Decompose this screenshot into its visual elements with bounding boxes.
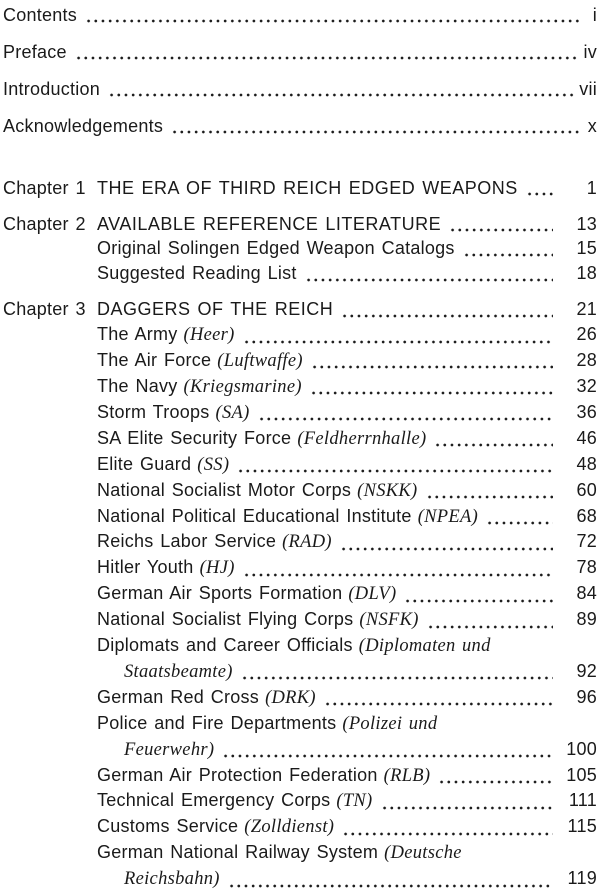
toc-section-continuation-row <box>3 659 597 685</box>
section-title-german: (Zolldienst) <box>244 817 335 838</box>
page-number: 115 <box>567 816 597 837</box>
dot-leader <box>242 322 553 348</box>
chapter-title: THE ERA OF THIRD REICH EDGED WEAPONS <box>97 177 518 198</box>
section-title-german: (SA) <box>215 402 250 423</box>
page-number: 72 <box>576 531 597 552</box>
toc-section-row <box>3 322 597 348</box>
section-title: National Socialist Motor Corps <box>97 479 352 500</box>
section-title-german-continuation: Staatsbeamte) <box>124 661 233 682</box>
chapter-title: DAGGERS OF THE REICH <box>97 299 334 320</box>
page-number: 100 <box>566 738 597 759</box>
toc-section-row <box>3 529 597 555</box>
toc-section-row <box>3 763 597 789</box>
dot-leader <box>485 504 553 530</box>
section-title: Elite Guard <box>97 453 192 474</box>
page-number: vii <box>579 78 597 99</box>
toc-section-row <box>3 426 597 452</box>
dot-leader <box>425 478 554 504</box>
dot-leader <box>339 529 553 555</box>
dot-leader <box>403 581 553 607</box>
dot-leader <box>525 176 553 201</box>
page-number: 26 <box>576 324 597 345</box>
toc-section-row <box>3 236 597 261</box>
dot-leader <box>107 77 577 102</box>
section-title-german: (NPEA) <box>417 506 479 527</box>
section-title-german: (NSKK) <box>357 480 418 501</box>
toc-section-row <box>3 607 597 633</box>
dot-leader <box>323 685 553 711</box>
page-number: x <box>587 115 597 136</box>
section-title: Original Solingen Edged Weapon Catalogs <box>97 238 455 259</box>
dot-leader <box>309 374 553 400</box>
toc-entry <box>3 3 597 28</box>
toc-section-row <box>3 814 597 840</box>
page-number: 15 <box>576 238 597 259</box>
dot-leader <box>448 212 553 237</box>
toc-section-row <box>3 348 597 374</box>
page-number: 68 <box>576 505 597 526</box>
chapter-block <box>3 297 597 892</box>
chapter-label: Chapter 2 <box>3 213 86 234</box>
section-title: German Air Protection Federation <box>97 764 378 785</box>
dot-leader <box>170 114 579 139</box>
section-title-german: (NSFK) <box>359 610 419 631</box>
toc-entry <box>3 77 597 102</box>
toc-section-row <box>3 840 597 866</box>
toc-section-row <box>3 374 597 400</box>
page-number: 18 <box>576 263 597 284</box>
toc-section-row <box>3 788 597 814</box>
section-title-german: (HJ) <box>199 558 235 579</box>
chapter-block <box>3 212 597 287</box>
dot-leader <box>341 814 553 840</box>
page-number: i <box>592 5 597 25</box>
section-title: SA Elite Security Force <box>97 427 292 448</box>
section-title-german: (Luftwaffe) <box>217 351 303 372</box>
dot-leader <box>227 866 553 892</box>
section-title-german: (Polizei und <box>342 713 438 734</box>
section-title-german: (Diplomaten und <box>358 636 491 657</box>
page-number: 111 <box>568 790 597 811</box>
toc-section-row <box>3 711 597 737</box>
section-title-german: (Feldherrnhalle) <box>297 428 427 449</box>
toc-section-row <box>3 452 597 478</box>
dot-leader <box>304 261 553 286</box>
section-title: Technical Emergency Corps <box>97 790 331 811</box>
dot-leader <box>310 348 553 374</box>
toc-section-row <box>3 633 597 659</box>
toc-entry-title: Introduction <box>3 78 101 99</box>
toc-chapter-row <box>3 176 597 201</box>
toc-section-row <box>3 478 597 504</box>
dot-leader <box>462 236 553 261</box>
section-title: The Navy <box>97 375 178 396</box>
toc-section-row <box>3 555 597 581</box>
dot-leader <box>340 297 553 322</box>
section-title-german: (SS) <box>197 454 230 475</box>
section-title: Storm Troops <box>97 401 210 422</box>
dot-leader <box>242 555 553 581</box>
front-matter-list <box>3 3 597 139</box>
toc-entry-title: Acknowledgements <box>3 115 164 136</box>
section-title: Suggested Reading List <box>97 263 297 284</box>
page-number: 21 <box>576 299 597 320</box>
page-number: 78 <box>576 557 597 578</box>
toc-entry <box>3 114 597 139</box>
section-title: German Red Cross <box>97 686 260 707</box>
toc-section-row <box>3 261 597 286</box>
chapter-title: AVAILABLE REFERENCE LITERATURE <box>97 213 442 234</box>
dot-leader <box>433 426 553 452</box>
section-title-german: (Deutsche <box>384 843 462 864</box>
dot-leader <box>437 763 553 789</box>
section-title: Customs Service <box>97 816 239 837</box>
section-title: National Political Educational Institute <box>97 505 412 526</box>
toc-section-continuation-row <box>3 737 597 763</box>
toc-section-row <box>3 581 597 607</box>
section-title: German Air Sports Formation <box>97 583 343 604</box>
page-number: 119 <box>567 868 597 889</box>
toc-entry-title: Preface <box>3 41 67 62</box>
page-number: 96 <box>576 686 597 707</box>
toc-section-row <box>3 504 597 530</box>
toc-section-row <box>3 400 597 426</box>
section-title: Diplomats and Career Officials <box>97 635 353 656</box>
toc-chapter-row <box>3 297 597 322</box>
page-number: 36 <box>576 401 597 422</box>
chapter-list <box>3 176 597 892</box>
toc-section-row <box>3 685 597 711</box>
section-title-german: (Kriegsmarine) <box>183 376 302 397</box>
toc-entry-title: Contents <box>3 5 78 25</box>
section-title-german: (DRK) <box>265 687 316 708</box>
section-title-german: (RLB) <box>383 765 431 786</box>
section-title-german-continuation: Feuerwehr) <box>124 739 215 760</box>
section-title: Police and Fire Departments <box>97 712 337 733</box>
toc-chapter-row <box>3 212 597 237</box>
section-title-german: (Heer) <box>183 325 235 346</box>
toc-entry <box>3 40 597 65</box>
page-number: 1 <box>586 177 597 198</box>
page-number: 105 <box>566 764 597 785</box>
chapter-block <box>3 176 597 201</box>
page-number: 89 <box>576 609 597 630</box>
section-title: German National Railway System <box>97 842 379 863</box>
section-title: Reichs Labor Service <box>97 531 277 552</box>
dot-leader <box>257 400 553 426</box>
dot-leader <box>380 788 553 814</box>
section-title-german: (RAD) <box>282 532 332 553</box>
section-title: National Socialist Flying Corps <box>97 609 354 630</box>
page-number: 48 <box>576 453 597 474</box>
dot-leader <box>236 452 553 478</box>
page-number: 13 <box>576 213 597 234</box>
dot-leader <box>240 659 553 685</box>
chapter-label: Chapter 3 <box>3 299 86 320</box>
page-number: 60 <box>576 479 597 500</box>
dot-leader <box>426 607 553 633</box>
chapter-label: Chapter 1 <box>3 177 86 198</box>
toc-section-continuation-row <box>3 866 597 892</box>
section-title: The Army <box>97 324 178 345</box>
page-number: 92 <box>576 660 597 681</box>
page-number: 84 <box>576 583 597 604</box>
dot-leader <box>84 3 579 28</box>
dot-leader <box>221 737 553 763</box>
section-title-german-continuation: Reichsbahn) <box>124 869 220 890</box>
page-number: 28 <box>576 350 597 371</box>
page-number: iv <box>583 41 597 62</box>
section-title: The Air Force <box>97 350 212 371</box>
page-number: 32 <box>576 375 597 396</box>
section-title: Hitler Youth <box>97 557 194 578</box>
page-number: 46 <box>576 427 597 448</box>
dot-leader <box>74 40 579 65</box>
section-title-german: (DLV) <box>348 584 397 605</box>
section-title-german: (TN) <box>336 791 373 812</box>
